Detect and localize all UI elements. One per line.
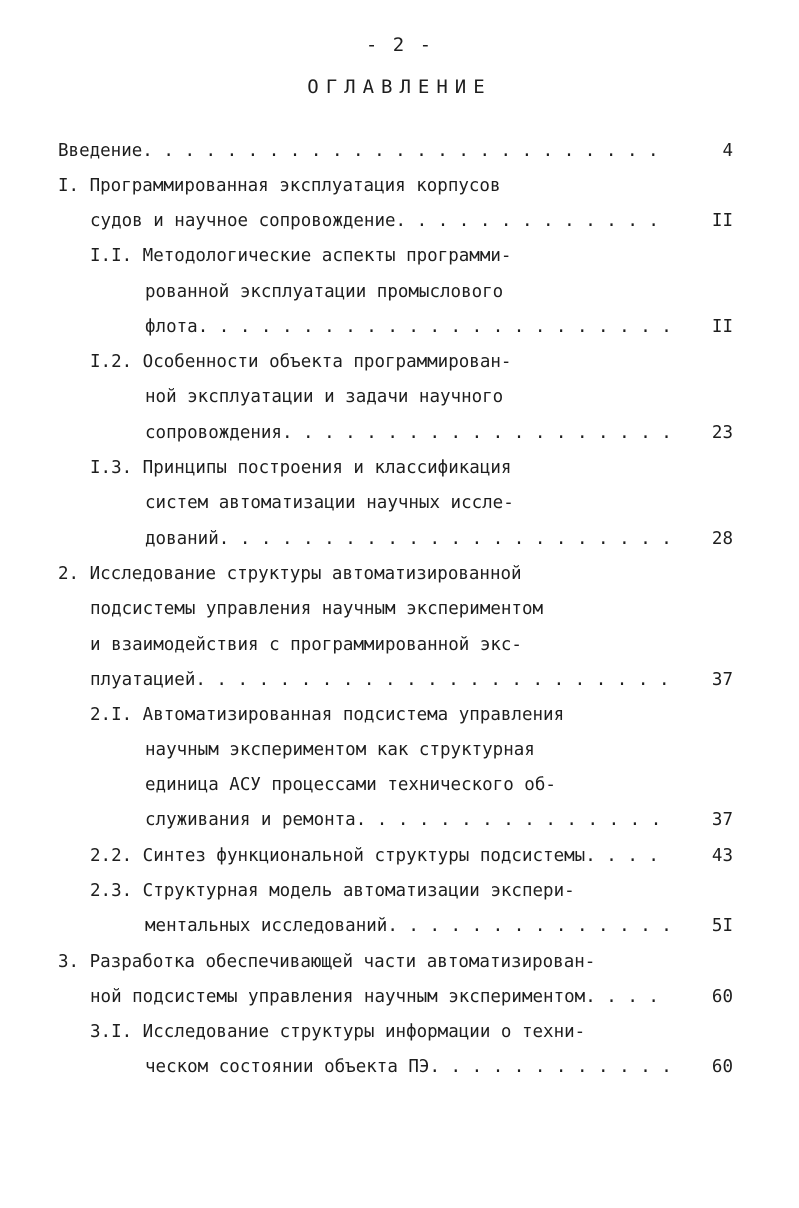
toc-entry-section-2-1-cont: единица АСУ процессами технического об- <box>145 775 556 795</box>
toc-entry-chapter-2-cont: и взаимодействия с программированной экс- <box>90 635 522 655</box>
toc-entry-chapter-1: I. Программированная эксплуатация корпусов <box>58 176 501 196</box>
leader-dots <box>585 984 673 1010</box>
toc-entry-section-1-1-cont: рованной эксплуатации промыслового <box>145 282 504 302</box>
toc-page-number: 23 <box>711 423 733 443</box>
toc-entry-text: флота <box>145 317 198 337</box>
toc-entry-section-1-3-cont: систем автоматизации научных иссле- <box>145 493 514 513</box>
toc-entry-section-2-1-end <box>145 807 673 833</box>
toc-page-number: 37 <box>711 810 733 830</box>
toc-page-number: 37 <box>711 670 733 690</box>
toc-page-number: II <box>711 317 733 337</box>
leader-dots <box>219 526 673 552</box>
toc-entry-text: 2.2. Синтез функциональной структуры подсистемы <box>90 846 586 866</box>
toc-heading: ОГЛАВЛЕНИЕ <box>307 76 492 98</box>
toc-page-number: 4 <box>722 141 733 161</box>
toc-page-number: 43 <box>711 846 733 866</box>
toc-page-number: II <box>711 211 733 231</box>
leader-dots <box>195 667 673 693</box>
leader-dots <box>585 843 673 869</box>
toc-entry-text: плуатацией <box>90 670 196 690</box>
toc-entry-text: Введение <box>58 141 143 161</box>
page-number: - 2 - <box>365 34 434 56</box>
toc-page-number: 60 <box>711 987 733 1007</box>
toc-entry-text: ческом состоянии объекта ПЭ <box>145 1057 430 1077</box>
toc-entry-section-1-2: I.2. Особенности объекта программирован- <box>90 352 512 372</box>
toc-entry-section-1-3-end <box>145 526 673 552</box>
toc-entry-text: ной подсистемы управления научным экспериментом <box>90 987 586 1007</box>
toc-entry-section-3-1: 3.I. Исследование структуры информации о техни- <box>90 1022 586 1042</box>
toc-entry-section-2-1-cont: научным экспериментом как структурная <box>145 740 535 760</box>
toc-entry-section-2-1: 2.I. Автоматизированная подсистема управления <box>90 705 565 725</box>
leader-dots <box>429 1054 673 1080</box>
leader-dots <box>282 420 673 446</box>
toc-entry-chapter-3-end <box>90 984 673 1010</box>
toc-entry-section-3-1-end <box>145 1054 673 1080</box>
toc-entry-chapter-2-end <box>90 667 673 693</box>
toc-entry-text: ментальных исследований <box>145 916 388 936</box>
leader-dots <box>142 138 673 164</box>
toc-entry-text: судов и научное сопровождение <box>90 211 396 231</box>
toc-entry-text: дований <box>145 529 219 549</box>
toc-entry-section-1-1-end <box>145 314 673 340</box>
toc-entry-chapter-2-cont: подсистемы управления научным экспериментом <box>90 599 544 619</box>
leader-dots <box>396 208 673 234</box>
toc-entry-section-1-2-cont: ной эксплуатации и задачи научного <box>145 387 504 407</box>
toc-entry-section-2-2 <box>90 843 673 869</box>
toc-entry-chapter-2: 2. Исследование структуры автоматизированной <box>58 564 522 584</box>
leader-dots <box>356 807 673 833</box>
toc-entry-chapter-3: 3. Разработка обеспечивающей части автоматизирован- <box>58 952 596 972</box>
toc-page-number: 28 <box>711 529 733 549</box>
toc-entry-section-1-1: I.I. Методологические аспекты программи- <box>90 246 512 266</box>
toc-entry-section-2-3: 2.3. Структурная модель автоматизации экспери- <box>90 881 575 901</box>
toc-entry-introduction <box>58 138 673 164</box>
leader-dots <box>387 913 673 939</box>
toc-page-number: 60 <box>711 1057 733 1077</box>
toc-entry-text: служивания и ремонта <box>145 810 356 830</box>
leader-dots <box>198 314 673 340</box>
toc-page-number: 5I <box>711 916 733 936</box>
toc-entry-section-1-3: I.3. Принципы построения и классификация <box>90 458 512 478</box>
toc-entry-text: сопровождения <box>145 423 282 443</box>
toc-entry-chapter-1-cont <box>90 208 673 234</box>
toc-entry-section-1-2-end <box>145 420 673 446</box>
toc-entry-section-2-3-end <box>145 913 673 939</box>
